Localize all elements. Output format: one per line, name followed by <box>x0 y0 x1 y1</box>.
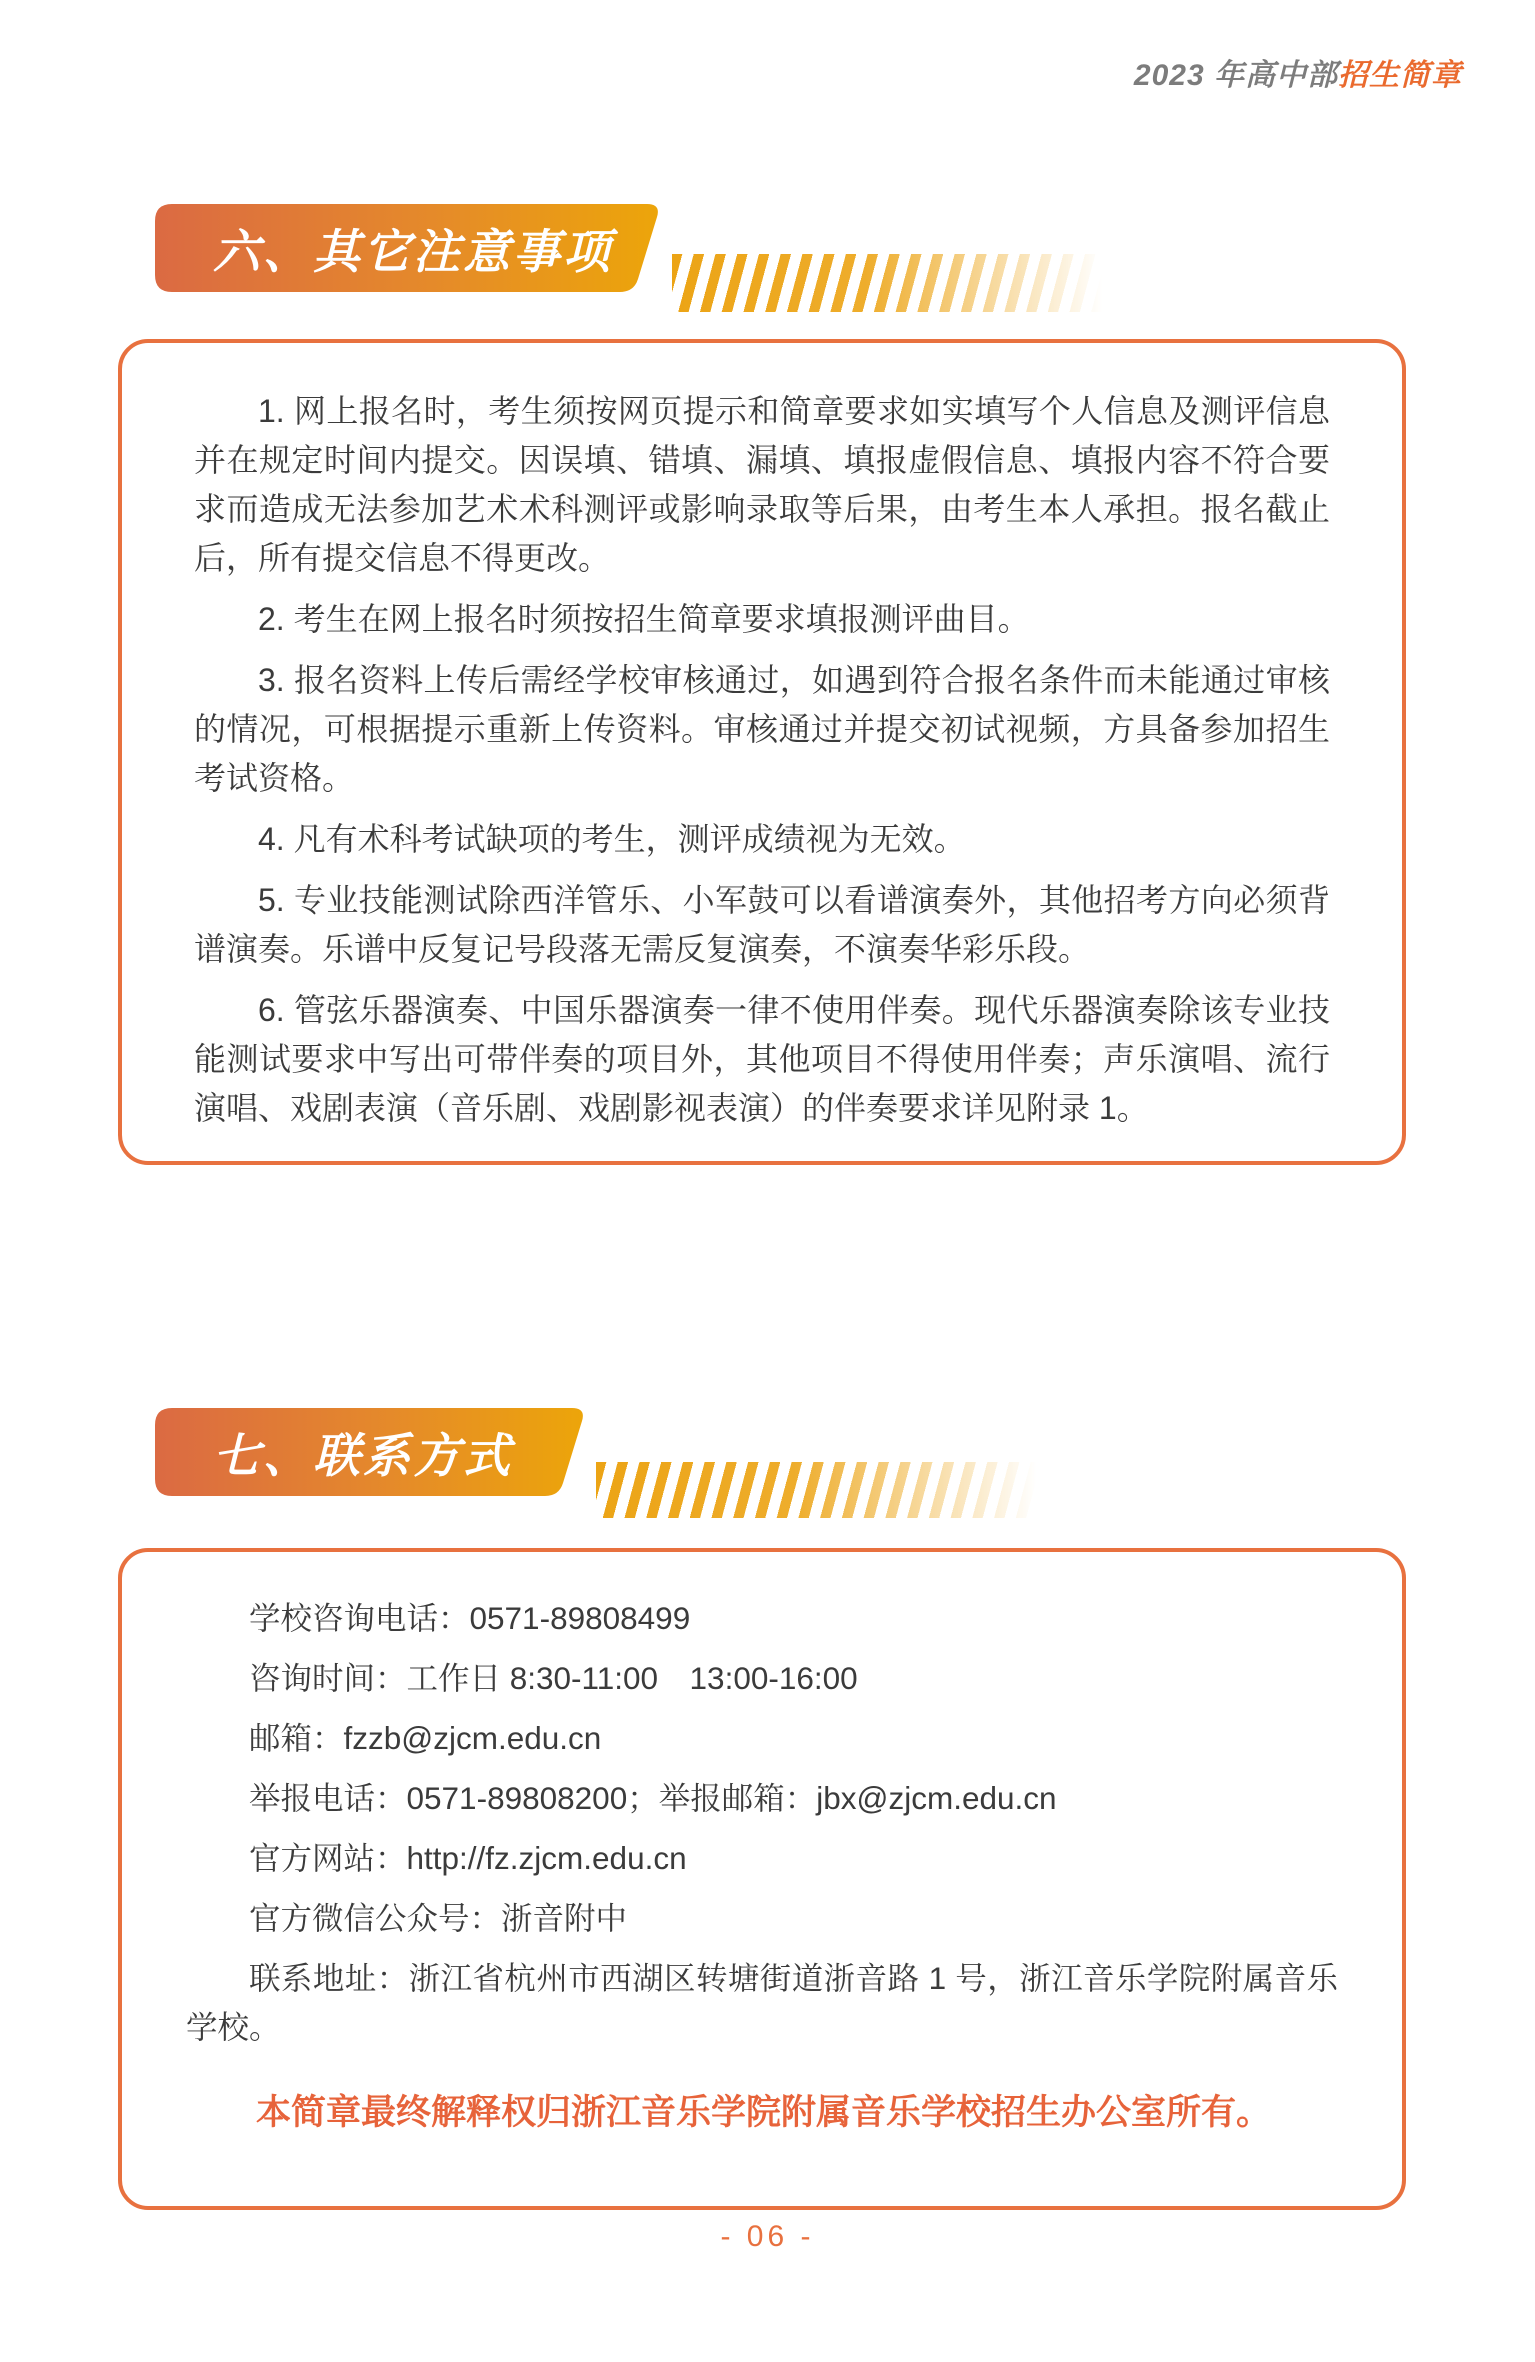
contact-website: 官方网站：http://fz.zjcm.edu.cn <box>249 1840 687 1876</box>
note-paragraph: 5. 专业技能测试除西洋管乐、小军鼓可以看谱演奏外，其他招考方向必须背谱演奏。乐谱中反复记号段落无需反复演奏，不演奏华彩乐段。 <box>194 882 1330 967</box>
note-paragraph: 1. 网上报名时，考生须按网页提示和简章要求如实填写个人信息及测评信息并在规定时间内提交。因误填、错填、漏填、填报虚假信息、填报内容不符合要求而造成无法参加艺术术科测评或影响录取等后果，由考生本人承担。报名截止后，所有提交信息不得更改。 <box>194 393 1330 576</box>
section6-title: 六、其它注意事项 <box>213 224 613 278</box>
contact-phone: 学校咨询电话：0571-89808499 <box>249 1600 691 1636</box>
note-paragraph: 4. 凡有术科考试缺项的考生，测评成绩视为无效。 <box>258 821 966 857</box>
running-head-year: 2023 年高中部 <box>1133 59 1338 92</box>
contact-email: 邮箱：fzzb@zjcm.edu.cn <box>249 1720 602 1756</box>
running-head-brochure: 招生简章 <box>1338 59 1462 92</box>
contact-report-phone-email: 举报电话：0571-89808200；举报邮箱：jbx@zjcm.edu.cn <box>249 1780 1057 1816</box>
contact-hours: 咨询时间：工作日 8:30-11:00 13:00-16:00 <box>249 1660 858 1696</box>
note-paragraph: 6. 管弦乐器演奏、中国乐器演奏一律不使用伴奏。现代乐器演奏除该专业技能测试要求中写出可带伴奏的项目外，其他项目不得使用伴奏；声乐演唱、流行演唱、戏剧表演（音乐剧、戏剧影视表演）的伴奏要求详见附录 1。 <box>194 992 1330 1126</box>
section7-banner <box>155 1408 600 1496</box>
contact-address: 联系地址：浙江省杭州市西湖区转塘街道浙音路 1 号，浙江音乐学院附属音乐学校。 <box>186 1960 1338 2045</box>
decorative-stripes <box>672 254 1102 312</box>
page-number: - 06 - <box>720 2220 815 2253</box>
section6-banner <box>155 204 675 292</box>
running-head <box>1134 50 1462 94</box>
section6-notes-box <box>118 339 1406 1165</box>
final-interpretation-notice: 本简章最终解释权归浙江音乐学院附属音乐学校招生办公室所有。 <box>256 2093 1272 2132</box>
section7-contact-box <box>118 1548 1406 2210</box>
contact-wechat: 官方微信公众号：浙音附中 <box>249 1900 628 1936</box>
note-paragraph: 2. 考生在网上报名时须按招生简章要求填报测评曲目。 <box>258 601 1030 637</box>
section7-title: 七、联系方式 <box>213 1428 513 1482</box>
note-paragraph: 3. 报名资料上传后需经学校审核通过，如遇到符合报名条件而未能通过审核的情况，可根据提示重新上传资料。审核通过并提交初试视频，方具备参加招生考试资格。 <box>194 662 1330 796</box>
decorative-stripes <box>596 1462 1036 1518</box>
